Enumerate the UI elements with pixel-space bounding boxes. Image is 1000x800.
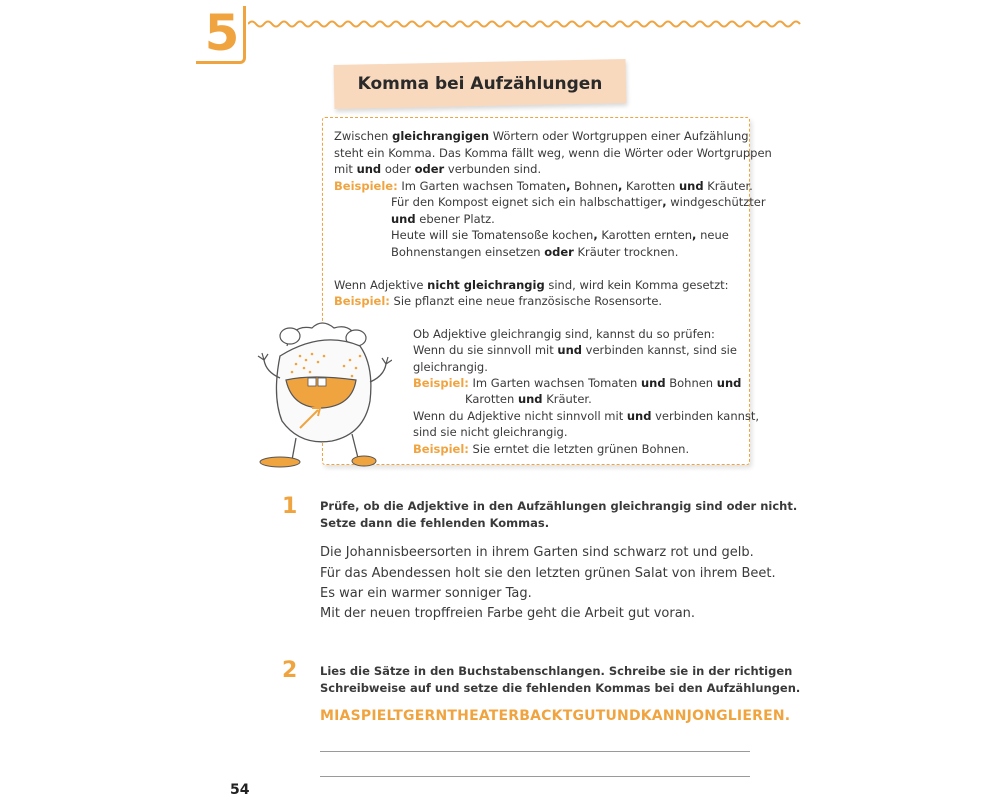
task-1-instruction-line-2: Setze dann die fehlenden Kommas.: [320, 516, 550, 530]
task-1-instruction-line-1: Prüfe, ob die Adjektive in den Aufzählungen gleichrangig sind oder nicht.: [320, 499, 798, 513]
rule-line-1: Zwischen gleichrangigen Wörtern oder Wortgruppen einer Aufzählung: [334, 129, 749, 143]
example-6: Beispiel: Sie erntet die letzten grünen Bohnen.: [413, 442, 690, 456]
task-2-number: 2: [282, 658, 298, 683]
example-2b: und ebener Platz.: [391, 212, 495, 226]
rule-adjectives: Wenn Adjektive nicht gleichrangig sind, wird kein Komma gesetzt:: [334, 278, 729, 292]
check-line-1: Ob Adjektive gleichrangig sind, kannst du so prüfen:: [413, 327, 715, 341]
page-number: 54: [230, 782, 250, 798]
check-line-4: Wenn du Adjektive nicht sinnvoll mit und verbinden kannst,: [413, 409, 760, 423]
task-1-sentence-4: Mit der neuen tropffreien Farbe geht die Arbeit gut voran.: [320, 606, 696, 621]
example-2a: Für den Kompost eignet sich ein halbschattiger, windgeschützter: [391, 195, 766, 209]
task-1-sentence-1: Die Johannisbeersorten in ihrem Garten sind schwarz rot und gelb.: [320, 545, 754, 560]
example-3a: Heute will sie Tomatensoße kochen, Karotten ernten, neue: [391, 228, 729, 242]
task-2-instruction-line-1: Lies die Sätze in den Buchstabenschlangen. Schreibe sie in der richtigen: [320, 664, 793, 678]
example-1: Beispiele: Im Garten wachsen Tomaten, Bohnen, Karotten und Kräuter.: [334, 179, 753, 193]
check-line-5: sind sie nicht gleichrangig.: [413, 425, 568, 439]
task-1-sentence-3: Es war ein warmer sonniger Tag.: [320, 586, 532, 601]
example-5b: Karotten und Kräuter.: [465, 392, 592, 406]
chapter-number: 5: [204, 4, 240, 62]
check-line-3: gleichrangig.: [413, 360, 488, 374]
monster-illustration: [252, 316, 392, 471]
letter-snake: MIASPIELTGERNTHEATERBACKTGUTUNDKANNJONGLIEREN.: [320, 708, 791, 724]
page-title: Komma bei Aufzählungen: [357, 74, 603, 94]
example-4: Beispiel: Sie pflanzt eine neue französische Rosensorte.: [334, 294, 663, 308]
writing-line-1[interactable]: [320, 751, 750, 752]
example-3b: Bohnenstangen einsetzen oder Kräuter trocknen.: [391, 245, 679, 259]
task-2-instruction-line-2: Schreibweise auf und setze die fehlenden Kommas bei den Aufzählungen.: [320, 681, 801, 695]
rule-line-3: mit und oder oder verbunden sind.: [334, 162, 542, 176]
rule-line-2: steht ein Komma. Das Komma fällt weg, wenn die Wörter oder Wortgruppen: [334, 146, 772, 160]
example-5a: Beispiel: Im Garten wachsen Tomaten und Bohnen und: [413, 376, 742, 390]
writing-line-2[interactable]: [320, 776, 750, 777]
task-1-number: 1: [282, 494, 298, 519]
wavy-divider-line: [248, 18, 804, 30]
check-line-2: Wenn du sie sinnvoll mit und verbinden kannst, sind sie: [413, 343, 737, 357]
task-1-sentence-2: Für das Abendessen holt sie den letzten grünen Salat von ihrem Beet.: [320, 566, 776, 581]
